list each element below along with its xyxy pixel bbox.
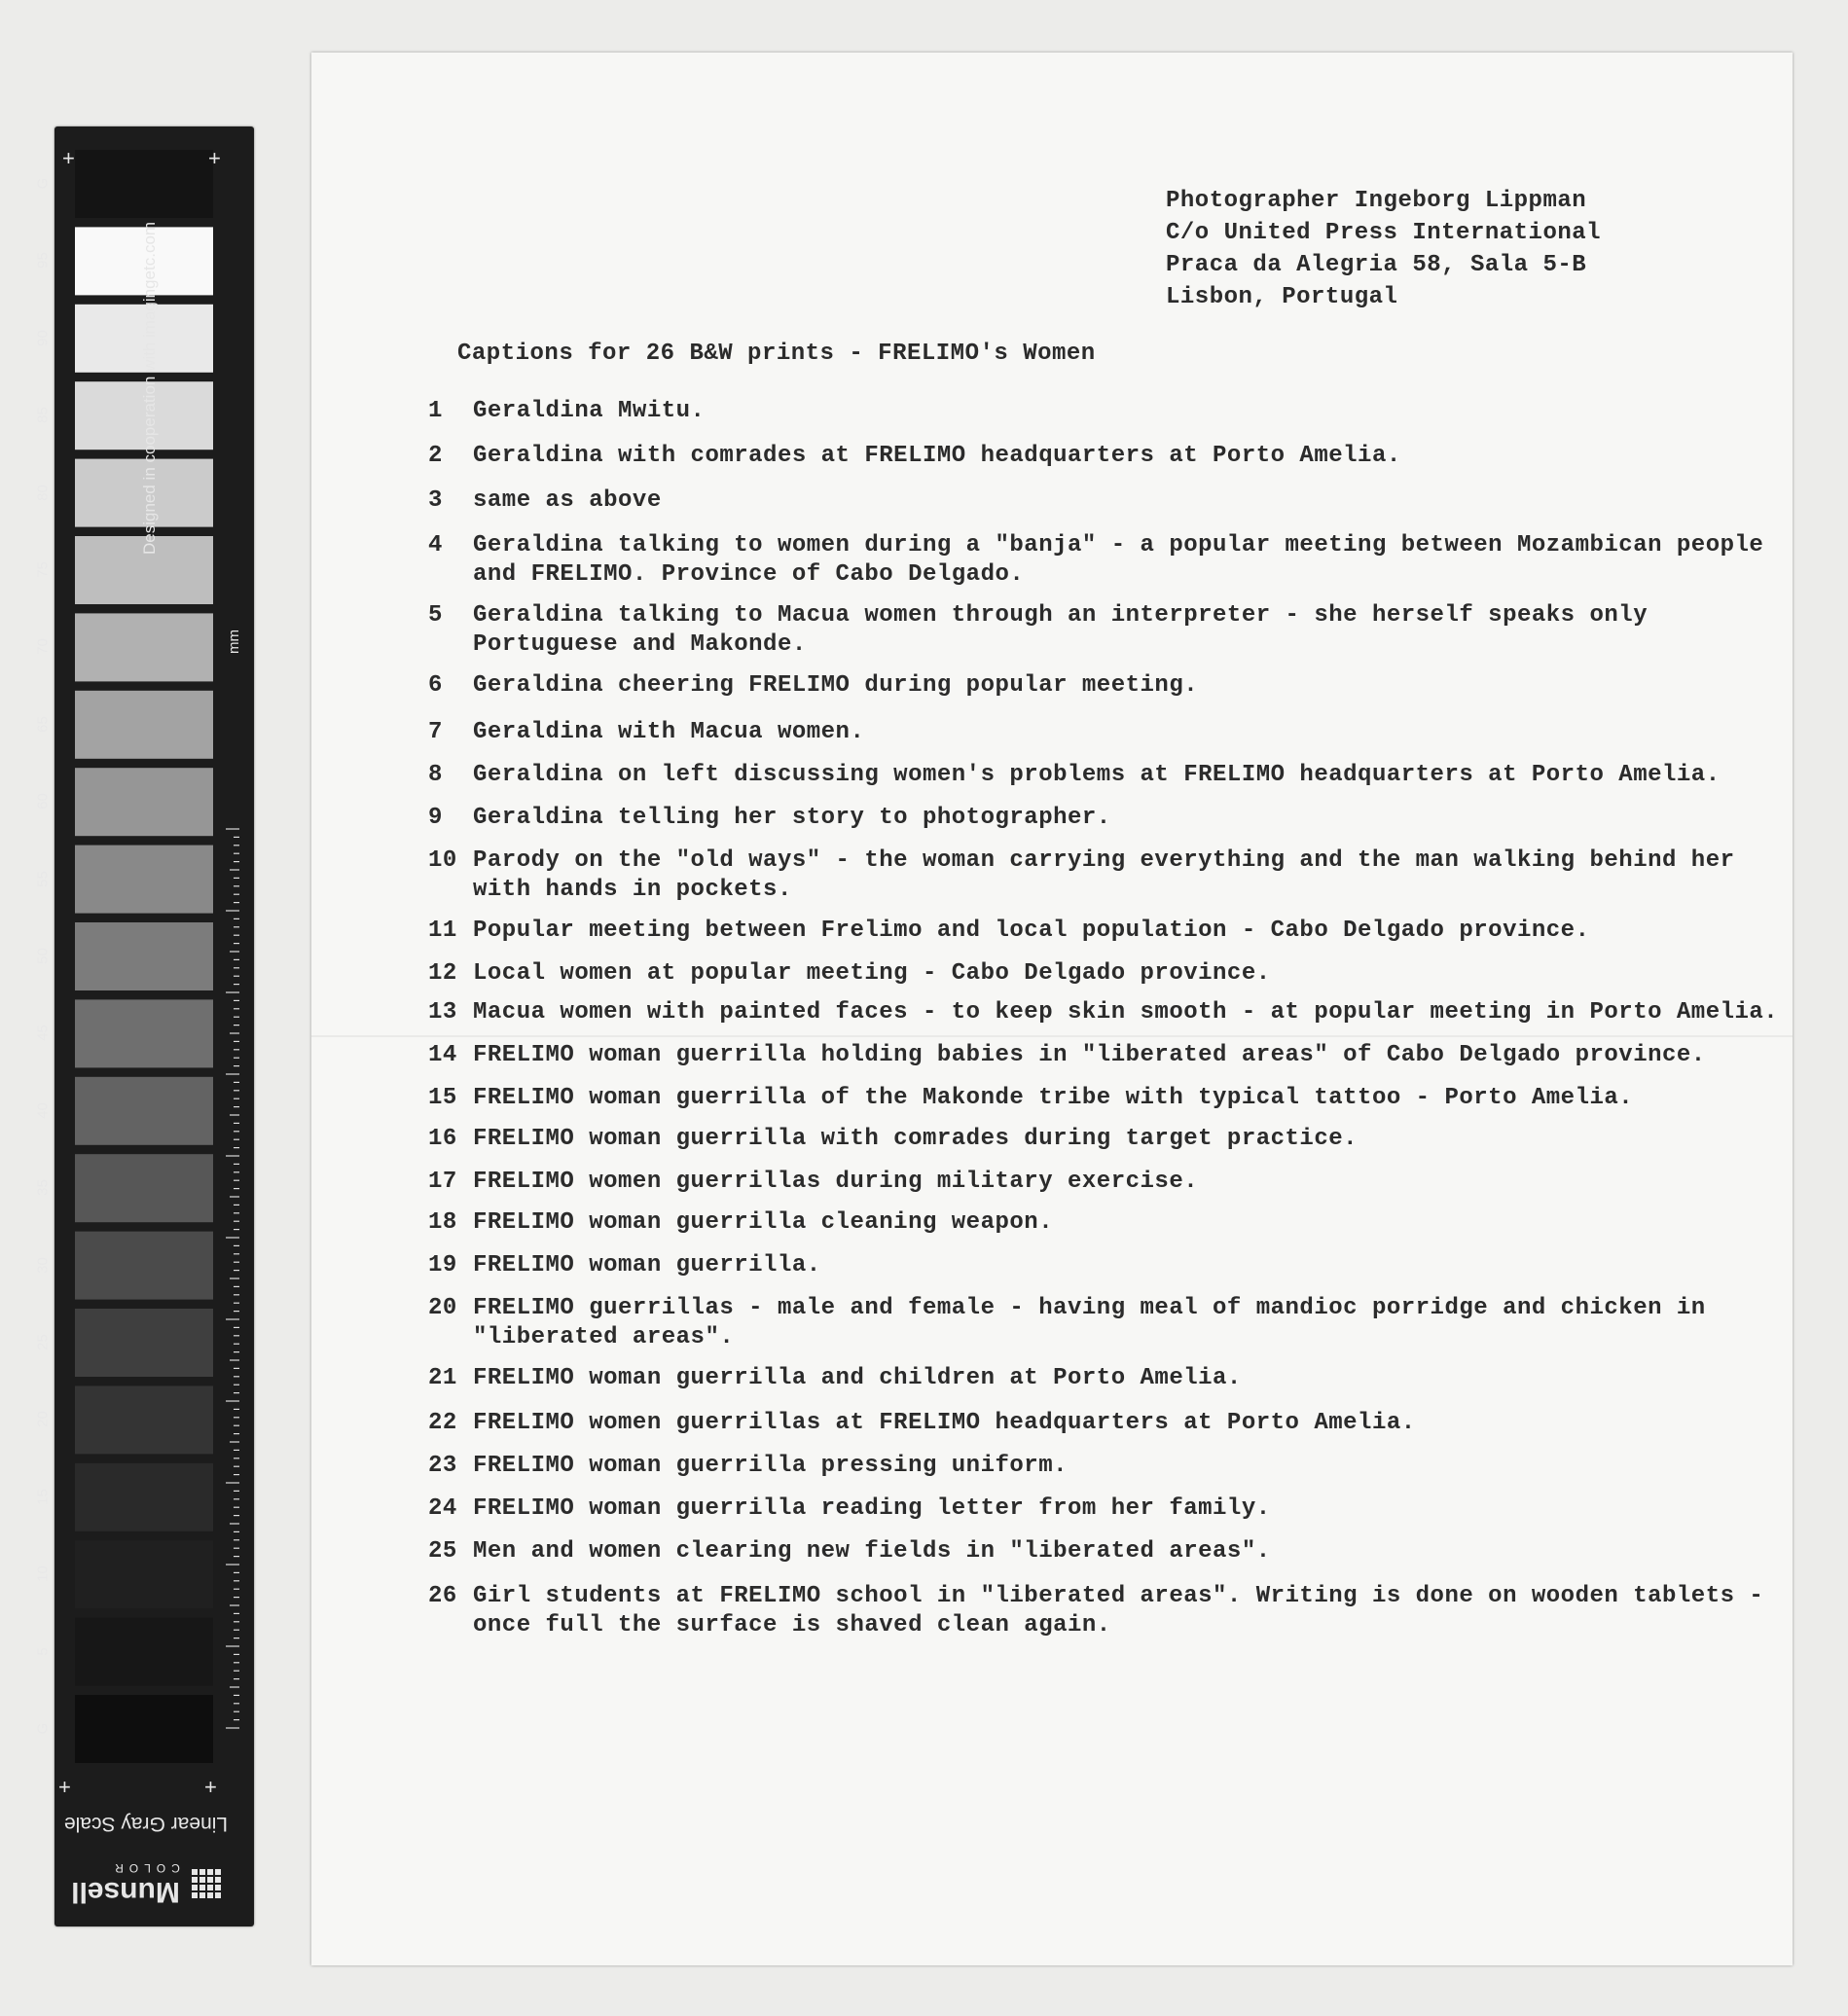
caption-item xyxy=(428,1208,1781,1238)
caption-item xyxy=(428,1041,1781,1070)
gray-patch-label: 40 xyxy=(34,1101,52,1119)
caption-item xyxy=(428,1125,1781,1154)
caption-text: Geraldina cheering FRELIMO during popular meeting. xyxy=(473,672,1199,699)
caption-item xyxy=(428,1251,1781,1280)
caption-item xyxy=(428,959,1781,989)
caption-number: 7 xyxy=(428,719,443,745)
address-line: Praca da Alegria 58, Sala 5-B xyxy=(1166,252,1587,278)
gray-patch xyxy=(75,768,213,836)
address-line: Lisbon, Portugal xyxy=(1166,284,1398,310)
captions-list xyxy=(428,397,1781,1640)
address-line: C/o United Press International xyxy=(1166,220,1602,246)
caption-text: Geraldina talking to women during a "banja" - a popular meeting between Mozambican people and FRELIMO. Province of Cabo Delgado. xyxy=(473,532,1764,588)
caption-item xyxy=(428,1294,1781,1352)
caption-item xyxy=(428,804,1781,833)
caption-item xyxy=(428,1409,1781,1438)
caption-text: Men and women clearing new fields in "liberated areas". xyxy=(473,1538,1271,1565)
caption-text: Girl students at FRELIMO school in "liberated areas". Writing is done on wooden tablets - once full the surface is shaved clean again. xyxy=(473,1583,1764,1638)
gray-patch xyxy=(75,1463,213,1531)
caption-number: 1 xyxy=(428,398,443,424)
caption-text: FRELIMO women guerrillas during military exercise. xyxy=(473,1169,1199,1195)
caption-number: 23 xyxy=(428,1453,457,1479)
caption-number: 8 xyxy=(428,762,443,788)
caption-number: 11 xyxy=(428,918,457,944)
caption-number: 17 xyxy=(428,1169,457,1195)
typed-document xyxy=(311,53,1793,1965)
caption-number: 13 xyxy=(428,999,457,1026)
gray-patch-label: 25 xyxy=(34,1334,52,1350)
caption-text: Geraldina Mwitu. xyxy=(473,398,706,424)
caption-number: 18 xyxy=(428,1209,457,1236)
caption-number: 25 xyxy=(428,1538,457,1565)
caption-item xyxy=(428,671,1781,701)
caption-text: FRELIMO woman guerrilla holding babies in "liberated areas" of Cabo Delgado province. xyxy=(473,1042,1706,1068)
caption-item xyxy=(428,397,1781,426)
caption-number: 14 xyxy=(428,1042,457,1068)
caption-item xyxy=(428,846,1781,905)
captions-heading: Captions for 26 B&W prints - FRELIMO's Women xyxy=(457,341,1096,367)
caption-item xyxy=(428,442,1781,471)
registration-mark: + xyxy=(208,146,221,170)
caption-item xyxy=(428,761,1781,790)
caption-text: Popular meeting between Frelimo and local population - Cabo Delgado province. xyxy=(473,918,1590,944)
caption-item xyxy=(428,486,1781,516)
caption-item xyxy=(428,1084,1781,1113)
caption-number: 3 xyxy=(428,487,443,514)
gray-patch-label: G xyxy=(34,1722,52,1735)
gray-patch-label: 95 xyxy=(34,252,52,270)
caption-text: FRELIMO woman guerrilla reading letter from her family. xyxy=(473,1495,1271,1522)
registration-mark: + xyxy=(204,1775,217,1799)
brand-sub: COLOR xyxy=(109,1861,180,1876)
caption-item xyxy=(428,1582,1781,1640)
caption-text: FRELIMO woman guerrilla with comrades during target practice. xyxy=(473,1126,1359,1152)
gray-patch xyxy=(75,1232,213,1300)
caption-number: 20 xyxy=(428,1295,457,1321)
caption-text: Geraldina talking to Macua women through an interpreter - she herself speaks only Portuguese and Makonde. xyxy=(473,602,1649,658)
caption-item xyxy=(428,1452,1781,1481)
caption-item xyxy=(428,1364,1781,1393)
gray-patch-label: 50 xyxy=(34,948,52,964)
caption-number: 21 xyxy=(428,1365,457,1391)
gray-patch-label: 80 xyxy=(34,484,52,501)
caption-text: Geraldina with comrades at FRELIMO headquarters at Porto Amelia. xyxy=(473,443,1401,469)
gray-patch-label: 35 xyxy=(34,1179,52,1197)
caption-text: FRELIMO woman guerrilla of the Makonde tribe with typical tattoo - Porto Amelia. xyxy=(473,1085,1634,1111)
caption-number: 4 xyxy=(428,532,443,558)
caption-number: 15 xyxy=(428,1085,457,1111)
photographer-address xyxy=(1166,185,1601,313)
gray-patch xyxy=(75,1077,213,1145)
gray-patch-label: 70 xyxy=(34,638,52,656)
caption-number: 2 xyxy=(428,443,443,469)
munsell-grid-icon xyxy=(190,1869,221,1900)
gray-patch-label: 55 xyxy=(34,870,52,887)
gray-patch xyxy=(75,1309,213,1377)
gray-patch xyxy=(75,1618,213,1686)
caption-number: 6 xyxy=(428,672,443,699)
caption-text: FRELIMO woman guerrilla. xyxy=(473,1252,821,1278)
caption-item xyxy=(428,917,1781,946)
caption-number: 12 xyxy=(428,960,457,987)
caption-text: Geraldina on left discussing women's problems at FRELIMO headquarters at Porto Amelia. xyxy=(473,762,1721,788)
address-line: Photographer Ingeborg Lippman xyxy=(1166,188,1587,214)
gray-scale-credit: Designed in cooperation with imagingetc.com xyxy=(140,221,159,555)
gray-patch xyxy=(75,613,213,681)
caption-item xyxy=(428,531,1781,590)
caption-number: 16 xyxy=(428,1126,457,1152)
caption-item xyxy=(428,1168,1781,1197)
gray-patch xyxy=(75,922,213,990)
caption-item xyxy=(428,601,1781,660)
caption-number: 26 xyxy=(428,1583,457,1609)
gray-patch-label: 85 xyxy=(34,407,52,424)
gray-patch xyxy=(75,1154,213,1222)
gray-patch-label: 30 xyxy=(34,1256,52,1274)
gray-scale-title: Linear Gray Scale xyxy=(63,1813,229,1835)
gray-patch xyxy=(75,1540,213,1608)
caption-number: 9 xyxy=(428,805,443,831)
caption-item xyxy=(428,1537,1781,1566)
caption-text: FRELIMO woman guerrilla and children at Porto Amelia. xyxy=(473,1365,1242,1391)
caption-item xyxy=(428,998,1781,1027)
caption-text: FRELIMO woman guerrilla cleaning weapon. xyxy=(473,1209,1054,1236)
registration-mark: + xyxy=(58,1775,71,1799)
gray-patch xyxy=(75,846,213,914)
brand-name: Munsell xyxy=(71,1876,180,1909)
caption-number: 10 xyxy=(428,847,457,874)
caption-number: 19 xyxy=(428,1252,457,1278)
caption-text: same as above xyxy=(473,487,662,514)
gray-patch-label: 20 xyxy=(34,1411,52,1428)
caption-number: 5 xyxy=(428,602,443,629)
munsell-logo xyxy=(49,1858,243,1911)
caption-number: 22 xyxy=(428,1410,457,1436)
gray-scale-unit: mm xyxy=(226,630,242,654)
gray-patch-label: 60 xyxy=(34,793,52,810)
gray-patch-label: 10 xyxy=(34,1566,52,1583)
caption-number: 24 xyxy=(428,1495,457,1522)
caption-text: FRELIMO guerrillas - male and female - having meal of mandioc porridge and chicken in "liberated areas". xyxy=(473,1295,1706,1350)
gray-patch-label: 45 xyxy=(34,1025,52,1042)
caption-text: Geraldina telling her story to photographer. xyxy=(473,805,1111,831)
caption-text: Geraldina with Macua women. xyxy=(473,719,865,745)
gray-patch-label: 65 xyxy=(34,715,52,733)
gray-patch xyxy=(75,691,213,759)
gray-patch xyxy=(75,999,213,1067)
gray-patch-label: 75 xyxy=(34,561,52,578)
caption-item xyxy=(428,718,1781,747)
caption-text: Macua women with painted faces - to keep skin smooth - at popular meeting in Porto Amelia. xyxy=(473,999,1779,1026)
registration-mark: + xyxy=(62,146,75,170)
caption-item xyxy=(428,1494,1781,1524)
caption-text: Local women at popular meeting - Cabo Delgado province. xyxy=(473,960,1271,987)
caption-text: FRELIMO woman guerrilla pressing uniform. xyxy=(473,1453,1068,1479)
caption-text: Parody on the "old ways" - the woman carrying everything and the man walking behind her with hands in pockets. xyxy=(473,847,1735,903)
gray-patch-label: 5 xyxy=(34,1646,52,1656)
gray-patch-label: 15 xyxy=(34,1488,52,1505)
gray-patch xyxy=(75,1386,213,1454)
gray-patch-label: G xyxy=(34,177,52,190)
caption-text: FRELIMO women guerrillas at FRELIMO headquarters at Porto Amelia. xyxy=(473,1410,1416,1436)
gray-patch-label: 90 xyxy=(34,329,52,346)
gray-patch xyxy=(75,1695,213,1763)
